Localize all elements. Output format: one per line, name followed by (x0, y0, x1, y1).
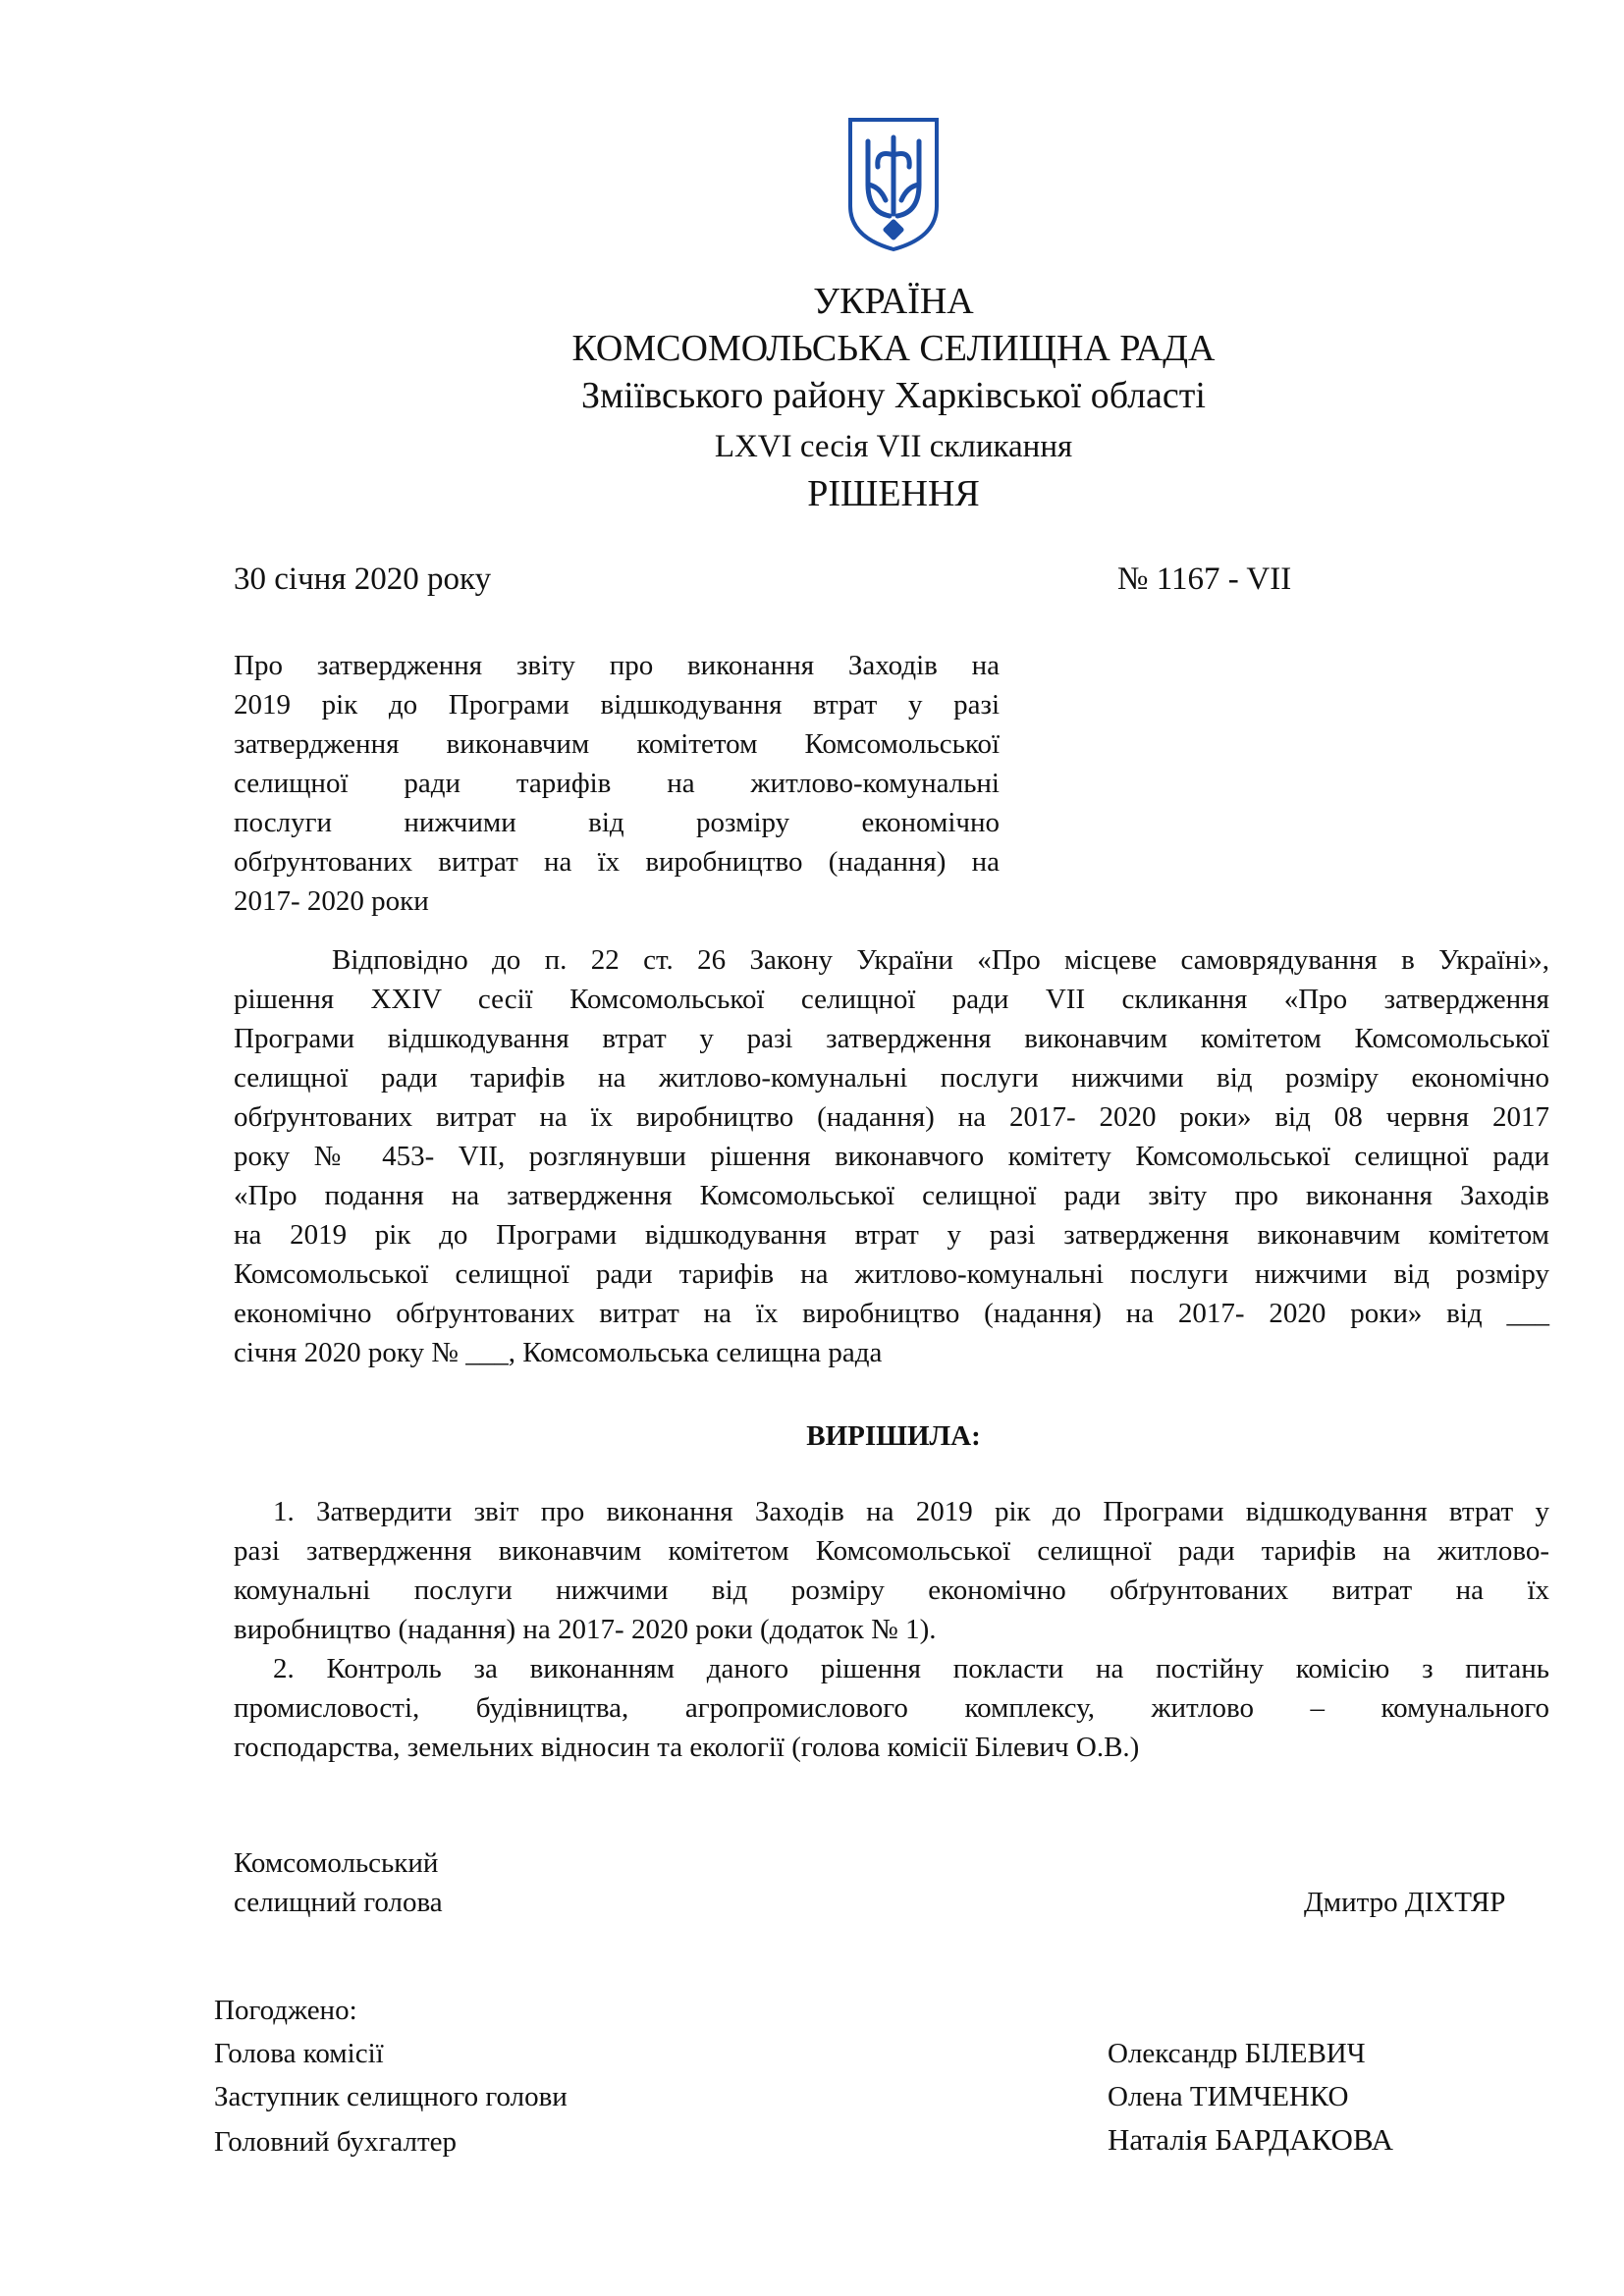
item-line: промисловості, будівництва, агропромислового комплексу, житлово – комунального (234, 1692, 1549, 1724)
approval-role: Голова комісії (214, 2038, 384, 2069)
approval-name: Олександр БІЛЕВИЧ (1108, 2038, 1366, 2069)
country-name: УКРАЇНА (813, 281, 974, 322)
session-line: LXVI сесія VII скликання (714, 429, 1073, 464)
item-line: 1. Затвердити звіт про виконання Заходів на 2019 рік до Програми відшкодування втрат у (273, 1496, 1549, 1527)
item-line: разі затвердження виконавчим комітетом Комсомольської селищної ради тарифів на житлово- (234, 1535, 1549, 1567)
decision-items (234, 1492, 1549, 1767)
subject-line: селищної ради тарифів на житлово-комунальні (234, 768, 1000, 799)
district-name: Зміївського району Харківської області (581, 375, 1206, 416)
approval-name: Наталія БАРДАКОВА (1108, 2122, 1394, 2157)
preamble-line: Відповідно до п. 22 ст. 26 Закону України «Про місцеве самоврядування в Україні», (332, 944, 1549, 976)
signatory-name: Дмитро ДІХТЯР (1304, 1887, 1506, 1918)
subject-line: послуги нижчими від розміру економічно (234, 807, 1000, 838)
preamble-line: Комсомольської селищної ради тарифів на житлово-комунальні послуги нижчими від розміру (234, 1258, 1549, 1290)
subject-line: обґрунтованих витрат на їх виробництво (надання) на (234, 846, 1000, 878)
subject-line: затвердження виконавчим комітетом Комсомольської (234, 728, 1000, 760)
document-type: РІШЕННЯ (807, 473, 980, 514)
signatory-title: селищний голова (234, 1887, 443, 1918)
preamble-line: року № 453- VII, розглянувши рішення виконавчого комітету Комсомольської селищної ради (234, 1141, 1549, 1172)
preamble-line: рішення XXIV сесії Комсомольської селищної ради VII скликання «Про затвердження (234, 984, 1549, 1015)
item-line: комунальні послуги нижчими від розміру економічно обґрунтованих витрат на їх (234, 1575, 1549, 1606)
signatory-title: Комсомольський (234, 1847, 439, 1879)
trident-coat-of-arms-icon (846, 116, 941, 253)
subject-line: 2017- 2020 роки (234, 885, 429, 917)
preamble-line: обґрунтованих витрат на їх виробництво (надання) на 2017- 2020 роки» від 08 червня 2017 (234, 1101, 1549, 1133)
council-name: КОМСОМОЛЬСЬКА СЕЛИЩНА РАДА (571, 328, 1216, 369)
preamble-line: селищної ради тарифів на житлово-комунальні послуги нижчими від розміру економічно (234, 1062, 1549, 1094)
preamble-line: «Про подання на затвердження Комсомольської селищної ради звіту про виконання Заходів (234, 1180, 1549, 1211)
approvals-heading: Погоджено: (214, 1995, 357, 2026)
item-line: виробництво (надання) на 2017- 2020 роки (додаток № 1). (234, 1614, 937, 1645)
decided-heading: ВИРІШИЛА: (806, 1420, 981, 1452)
approval-role: Головний бухгалтер (214, 2126, 457, 2158)
subject-line: 2019 рік до Програми відшкодування втрат у разі (234, 689, 1000, 721)
document-number: № 1167 - VII (1117, 561, 1292, 597)
approval-role: Заступник селищного голови (214, 2081, 568, 2112)
subject-line: Про затвердження звіту про виконання Заходів на (234, 650, 1000, 681)
document-subject (234, 646, 1000, 921)
document-date: 30 січня 2020 року (234, 561, 492, 597)
approval-name: Олена ТИМЧЕНКО (1108, 2081, 1349, 2112)
preamble-line: січня 2020 року № ___, Комсомольська селищна рада (234, 1337, 883, 1368)
preamble-paragraph (234, 940, 1549, 1372)
preamble-line: на 2019 рік до Програми відшкодування втрат у разі затвердження виконавчим комітетом (234, 1219, 1549, 1251)
preamble-line: Програми відшкодування втрат у разі затвердження виконавчим комітетом Комсомольської (234, 1023, 1549, 1054)
item-line: господарства, земельних відносин та екології (голова комісії Білевич О.В.) (234, 1732, 1140, 1763)
item-line: 2. Контроль за виконанням даного рішення покласти на постійну комісію з питань (273, 1653, 1549, 1684)
preamble-line: економічно обґрунтованих витрат на їх виробництво (надання) на 2017- 2020 роки» від ___ (234, 1298, 1549, 1329)
